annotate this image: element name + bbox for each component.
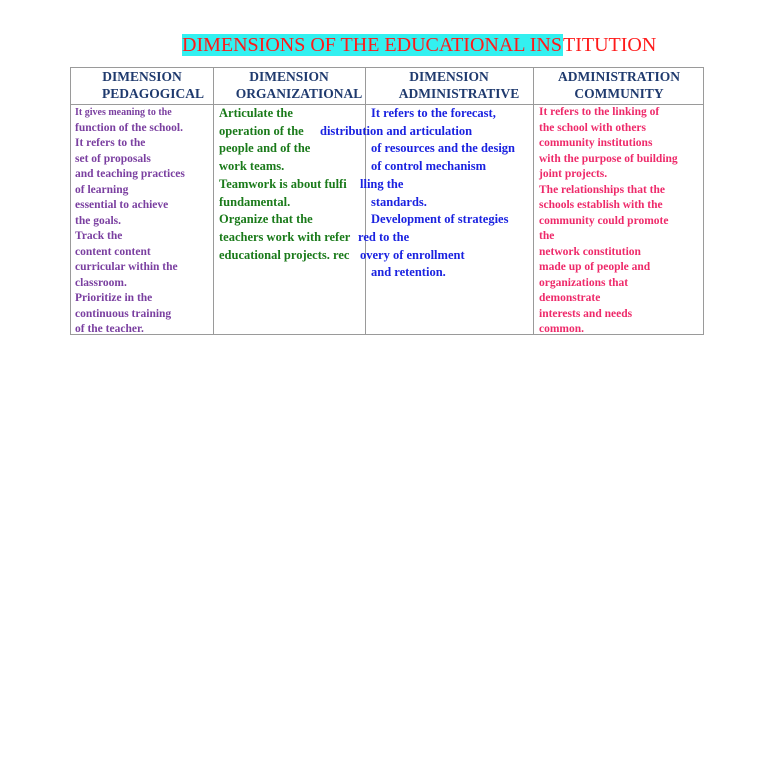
cell-line: work teams. — [219, 159, 285, 174]
cell-line: of the teacher. — [75, 323, 144, 335]
cell-line: Organize that the — [219, 212, 313, 227]
column-divider — [533, 68, 534, 334]
cell-line: demonstrate — [539, 292, 601, 304]
header-line: ADMINISTRATION — [557, 69, 680, 84]
header-line: DIMENSION — [102, 69, 182, 84]
page-title — [182, 33, 656, 58]
cell-line: red to the — [358, 229, 410, 244]
cell-line: and teaching practices — [75, 168, 185, 180]
cell-line: operation of the — [219, 123, 304, 138]
column-divider — [365, 68, 366, 334]
cell-line: classroom. — [75, 276, 127, 289]
cell-line: fundamental. — [219, 194, 291, 209]
cell-line: standards. — [371, 194, 427, 209]
cell-administrative — [320, 105, 515, 282]
cell-line: essential to achieve — [75, 199, 169, 211]
cell-line: of control mechanism — [371, 159, 487, 174]
cell-line: Teamwork is about fulfi — [219, 176, 347, 191]
cell-line: the goals. — [75, 214, 121, 227]
cell-line: It refers to the — [75, 137, 146, 149]
cell-line: common. — [539, 323, 585, 335]
header-community — [533, 68, 705, 104]
cell-line: network constitution — [539, 245, 641, 258]
cell-line: Track the — [75, 230, 123, 242]
header-line: ORGANIZATIONAL — [235, 86, 363, 101]
cell-line: distribution and articulation — [320, 123, 473, 138]
cell-line: The relationships that the — [539, 183, 665, 196]
header-line: PEDAGOGICAL — [101, 86, 204, 101]
cell-line: teachers work with refer — [219, 229, 351, 244]
cell-line: Articulate the — [219, 106, 293, 120]
cell-line: set of proposals — [75, 152, 151, 165]
cell-line: educational projects. rec — [219, 247, 350, 262]
column-divider — [213, 68, 214, 334]
cell-line: made up of people and — [539, 261, 651, 273]
header-line: COMMUNITY — [574, 86, 664, 101]
cell-line: content content — [75, 245, 151, 258]
cell-line: lling the — [360, 176, 404, 191]
cell-line: community could promote — [539, 214, 669, 227]
cell-line: interests and needs — [539, 307, 633, 320]
cell-line: schools establish with the — [539, 199, 663, 211]
dimensions-table — [70, 67, 704, 335]
header-administrative — [365, 68, 533, 104]
cell-line: It refers to the forecast, — [371, 106, 496, 120]
cell-line: Development of strategies — [371, 212, 509, 227]
cell-pedagogical — [75, 105, 185, 338]
header-organizational — [213, 68, 365, 104]
cell-line: with the purpose of building — [539, 152, 678, 165]
cell-line: and retention. — [371, 265, 446, 280]
title-rest: TITUTION — [563, 34, 657, 56]
header-line: ADMINISTRATIVE — [398, 86, 520, 101]
cell-line: community institutions — [539, 137, 653, 149]
cell-line: function of the school. — [75, 121, 183, 134]
header-line: DIMENSION — [249, 69, 329, 84]
cell-line: the — [539, 230, 555, 242]
cell-line: continuous training — [75, 307, 172, 320]
header-pedagogical — [71, 68, 213, 104]
cell-line: Prioritize in the — [75, 292, 153, 304]
cell-line: joint projects. — [539, 168, 608, 180]
title-highlighted: DIMENSIONS OF THE EDUCATIONAL INS — [182, 34, 562, 56]
cell-line: organizations that — [539, 276, 629, 289]
cell-line: the school with others — [539, 121, 647, 134]
cell-line: overy of enrollment — [360, 247, 465, 262]
cell-line: people and of the — [219, 141, 311, 156]
cell-line: It gives meaning to the — [75, 107, 172, 118]
cell-line: of resources and the design — [371, 141, 515, 156]
cell-line: curricular within the — [75, 261, 178, 273]
header-line: DIMENSION — [409, 69, 489, 84]
cell-line: of learning — [75, 183, 129, 196]
cell-community — [539, 105, 678, 338]
cell-line: It refers to the linking of — [539, 106, 660, 118]
